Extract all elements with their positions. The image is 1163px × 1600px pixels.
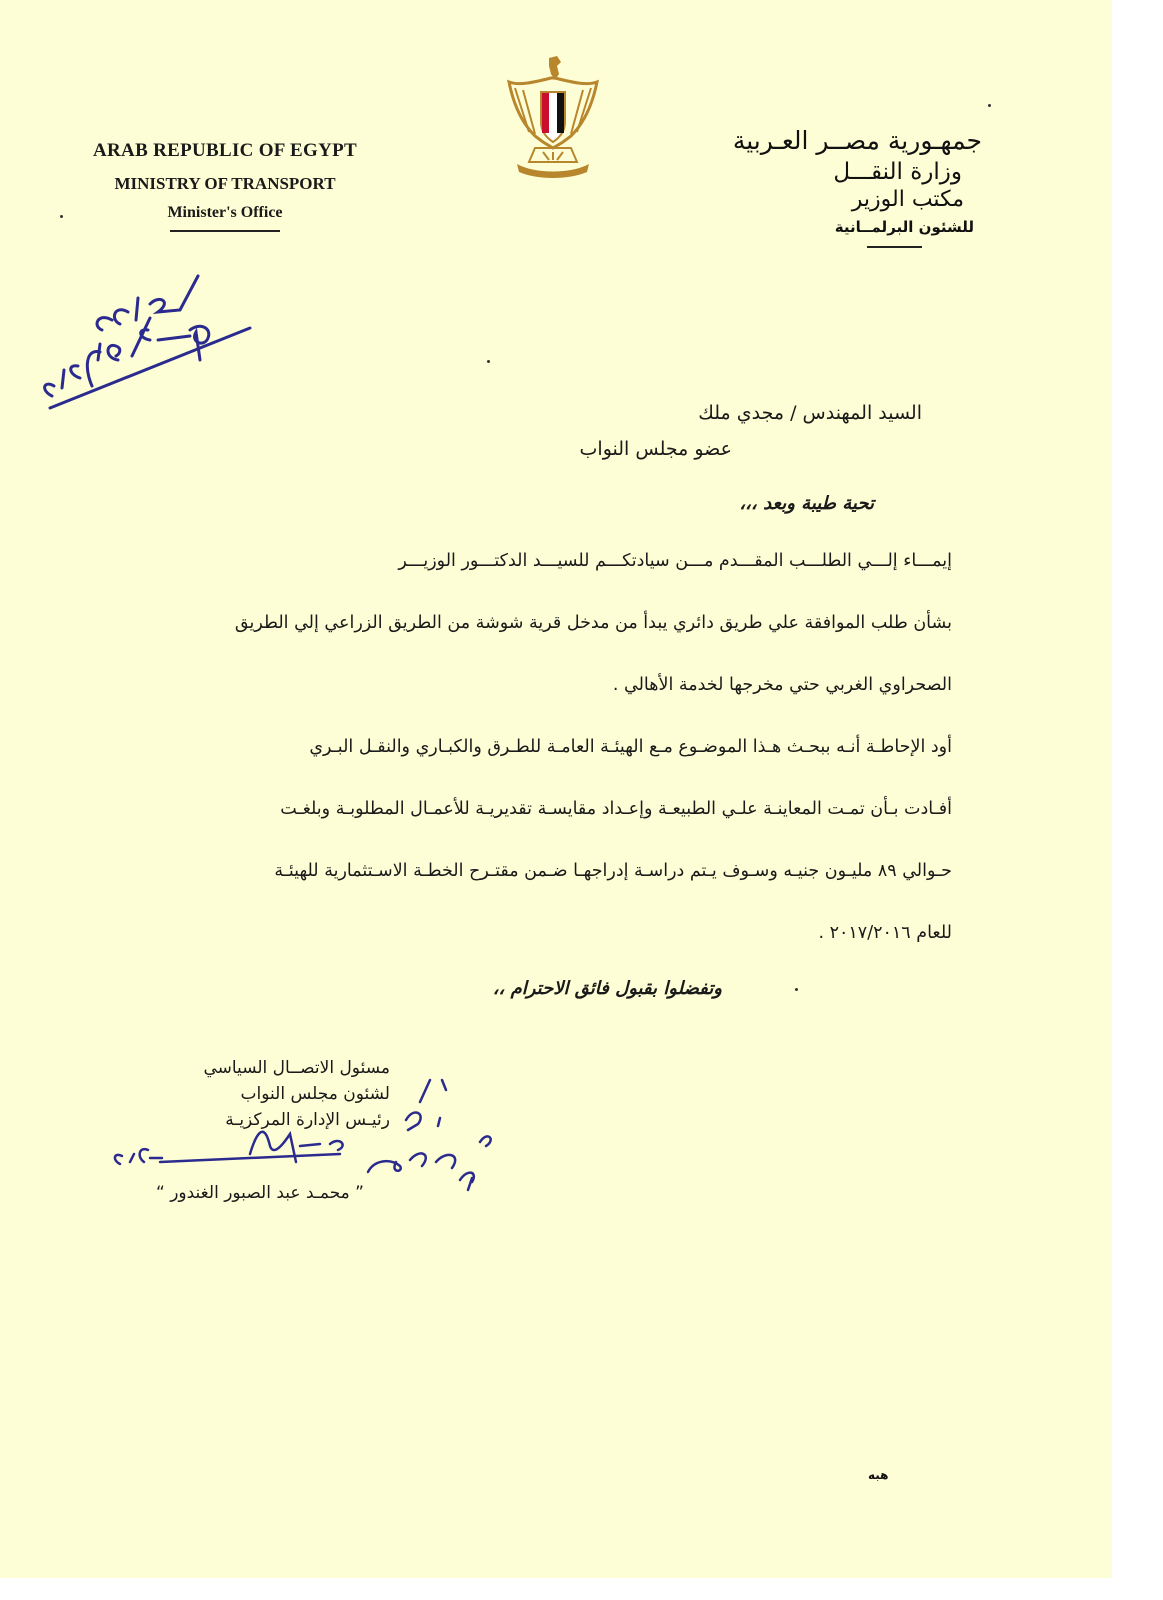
header-underline-ar bbox=[867, 246, 922, 248]
header-underline bbox=[170, 230, 280, 232]
office-name-en: Minister's Office bbox=[167, 204, 283, 221]
handwritten-reference-note bbox=[40, 268, 270, 418]
body-line: أود الإحاطـة أنـه ببحـث هـذا الموضـوع مـع الهيئـة العامـة للطـرق والكبـاري والنقـل البـري bbox=[309, 737, 952, 757]
signature-title-line: لشئون مجلس النواب bbox=[240, 1084, 390, 1104]
body-line: أفـادت بـأن تمـت المعاينـة علـي الطبيعـة وإعـداد مقايسـة تقديريـة للأعمـال المطلوبـة وبلغـت bbox=[280, 799, 952, 819]
body-line: الصحراوي الغربي حتي مخرجها لخدمة الأهالي . bbox=[612, 675, 952, 695]
body-line: حـوالي ٨٩ مليـون جنيـه وسـوف يـتم دراسـة إدراجهـا ضـمن مقتـرح الخطـة الاسـتثمارية للهيئـة bbox=[274, 861, 952, 881]
speck bbox=[487, 360, 490, 363]
arabic-letterhead bbox=[733, 126, 982, 248]
department-name-ar: للشئون البرلمــانية bbox=[834, 218, 974, 236]
addressee-title: عضو مجلس النواب bbox=[579, 438, 732, 460]
ministry-name-en: MINISTRY OF TRANSPORT bbox=[114, 174, 336, 193]
office-name-ar: مكتب الوزير bbox=[851, 187, 964, 212]
body-line: إيمـــاء إلـــي الطلـــب المقـــدم مـــن سيادتكـــم للسيـــد الدكتـــور الوزيـــر bbox=[398, 551, 952, 571]
letter-body bbox=[122, 530, 952, 964]
scan-margin-bottom bbox=[0, 1578, 1112, 1600]
ministry-name-ar: وزارة النقـــل bbox=[833, 159, 962, 185]
english-letterhead bbox=[60, 140, 390, 232]
signature-title-line: مسئول الاتصــال السياسي bbox=[203, 1058, 390, 1078]
greeting: تحية طيبة وبعد ،،، bbox=[739, 493, 874, 514]
scan-margin bbox=[1112, 0, 1163, 1600]
speck bbox=[60, 215, 63, 218]
body-line: للعام ٢٠١٧/٢٠١٦ . bbox=[818, 923, 952, 943]
speck bbox=[795, 988, 798, 991]
addressee-name: السيد المهندس / مجدي ملك bbox=[698, 402, 922, 424]
signature-title-line: رئيـس الإدارة المركزيـة bbox=[225, 1110, 390, 1130]
typist-initials: هبه bbox=[868, 1468, 889, 1482]
egypt-eagle-emblem-icon bbox=[505, 52, 601, 182]
country-name-en: ARAB REPUBLIC OF EGYPT bbox=[93, 140, 357, 161]
speck bbox=[988, 104, 991, 107]
body-line: بشأن طلب الموافقة علي طريق دائري يبدأ من مدخل قرية شوشة من الطريق الزراعي إلي الطريق bbox=[234, 613, 952, 633]
country-name-ar: جمهـورية مصــر العـربية bbox=[732, 126, 982, 155]
closing-salutation: وتفضلوا بقبول فائق الاحترام ،، bbox=[492, 978, 722, 999]
signatory-name: ” محمـد عبد الصبور الغندور “ bbox=[156, 1183, 364, 1203]
